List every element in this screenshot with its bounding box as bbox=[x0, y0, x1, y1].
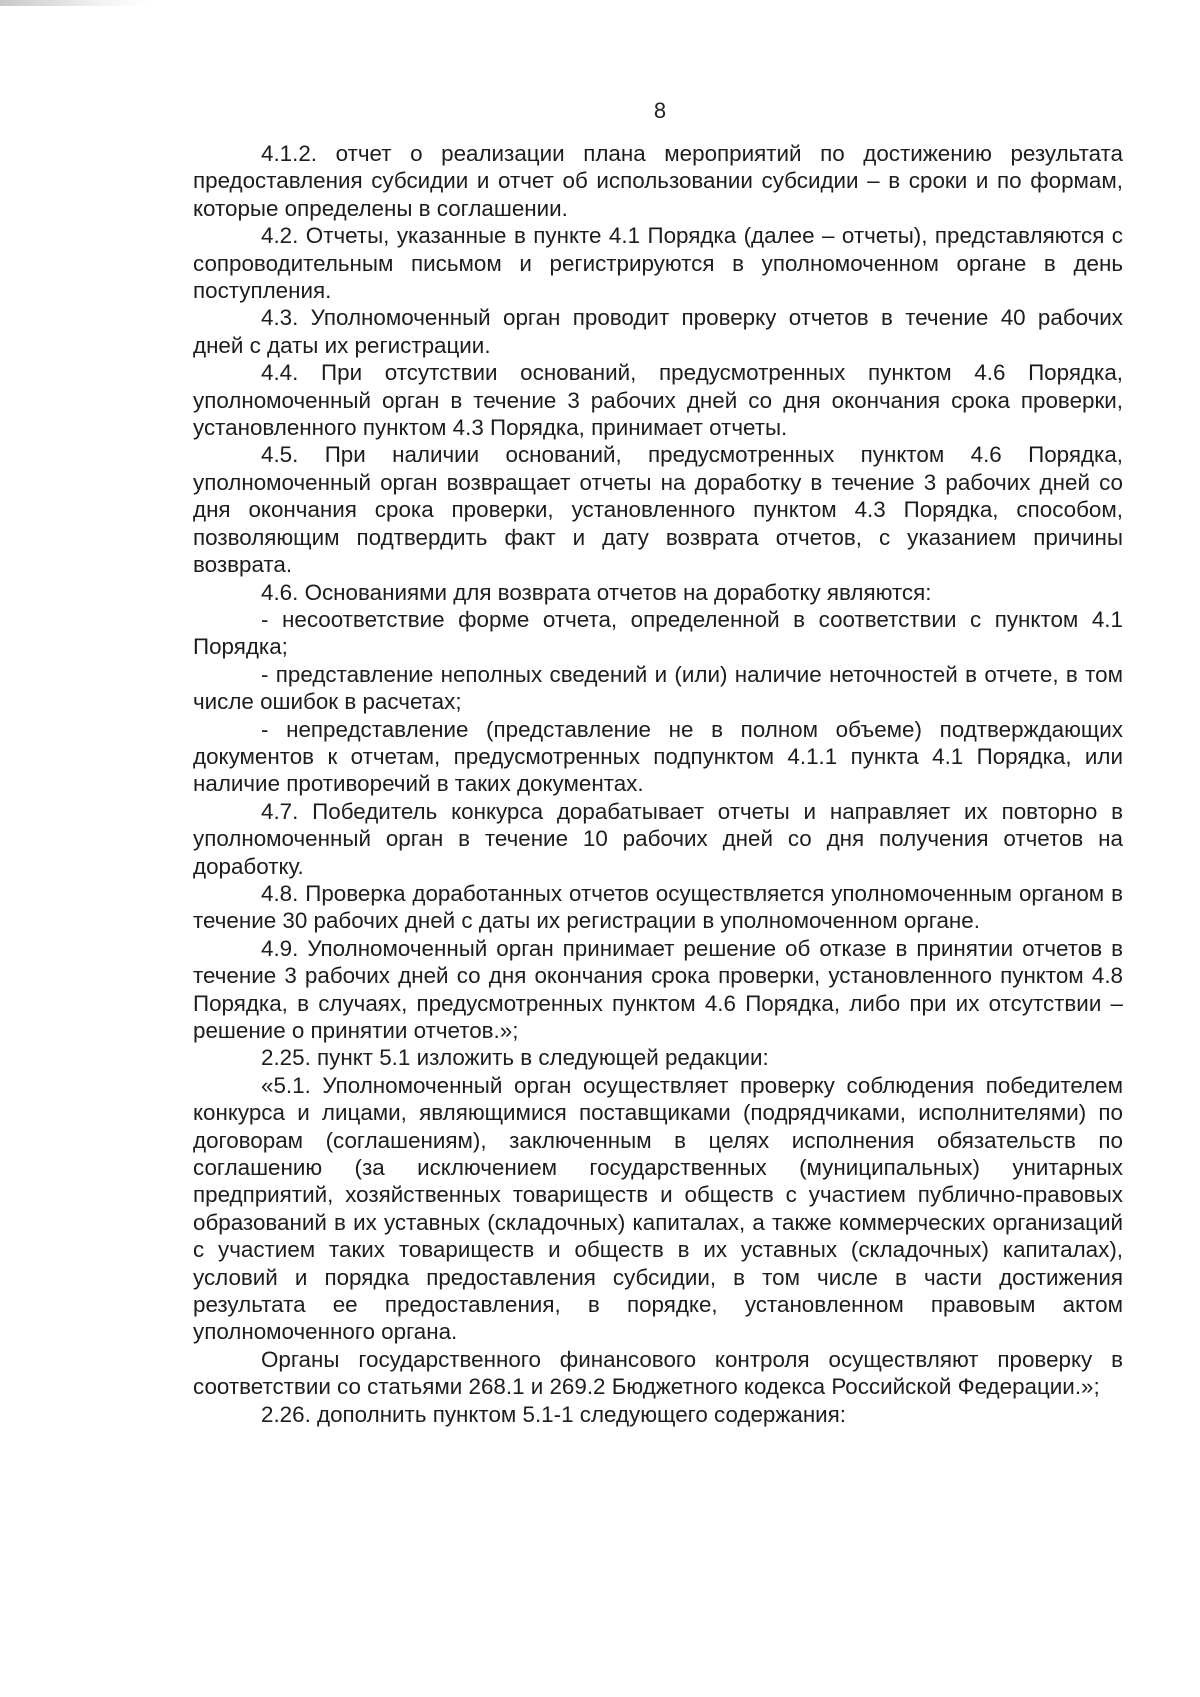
scan-edge-artifact bbox=[0, 0, 150, 6]
paragraph-4-7: 4.7. Победитель конкурса дорабатывает отчеты и направляет их повторно в уполномоченный орган в течение 10 рабочих дней со дня получения отчетов на доработку. bbox=[193, 798, 1123, 879]
list-item-mismatch: - несоответствие форме отчета, определенной в соответствии с пунктом 4.1 Порядка; bbox=[193, 606, 1123, 660]
paragraph-4-1-2: 4.1.2. отчет о реализации плана мероприятий по достижению результата предоставления субсидии и отчет об использовании субсидии – в сроки и по формам, которые определены в соглашении. bbox=[193, 141, 1123, 221]
page-number: 8 bbox=[653, 98, 667, 123]
list-item-missing-docs: - непредставление (представление не в полном объеме) подтверждающих документов к отчетам, предусмотренных подпунктом 4.1.1 пункта 4.1 Порядка, или наличие противоречий в таких документах. bbox=[193, 716, 1123, 797]
paragraph-5-1: «5.1. Уполномоченный орган осуществляет проверку соблюдения победителем конкурса и лицами, являющимися поставщиками (подрядчиками, исполнителями) по договорам (соглашениям), заключенным в целях исполнения обязательств по соглашению (за исключением государственных (муниципальных) унитарных предприятий, хозяйственных товариществ и обществ с участием публично-правовых образований в их уставных (складочных) капиталах, а также коммерческих организаций с участием таких товариществ и обществ в их уставных (складочных) капиталах), условий и порядка предоставления субсидии, в том числе в части достижения результата ее предоставления, в порядке, установленном правовым актом уполномоченного органа. bbox=[193, 1072, 1123, 1345]
paragraph-4-5: 4.5. При наличии оснований, предусмотренных пунктом 4.6 Порядка, уполномоченный орган возвращает отчеты на доработку в течение 3 рабочих дней со дня окончания срока проверки, установленного пунктом 4.3 Порядка, способом, позволяющим подтвердить факт и дату возврата отчетов, с указанием причины возврата. bbox=[193, 442, 1123, 578]
paragraph-2-26: 2.26. дополнить пунктом 5.1-1 следующего содержания: bbox=[261, 1401, 847, 1427]
paragraph-2-25: 2.25. пункт 5.1 изложить в следующей редакции: bbox=[261, 1045, 769, 1071]
paragraph-4-6: 4.6. Основаниями для возврата отчетов на доработку являются: bbox=[261, 579, 932, 605]
paragraph-4-9: 4.9. Уполномоченный орган принимает решение об отказе в принятии отчетов в течение 3 рабочих дней со дня окончания срока проверки, установленного пунктом 4.8 Порядка, в случаях, предусмотренных пунктом 4.6 Порядка, либо при их отсутствии – решение о принятии отчетов.»; bbox=[193, 935, 1123, 1043]
document-body bbox=[193, 140, 1123, 1428]
paragraph-control-bodies: Органы государственного финансового контроля осуществляют проверку в соответствии со статьями 268.1 и 269.2 Бюджетного кодекса Российской Федерации.»; bbox=[193, 1346, 1123, 1400]
paragraph-4-4: 4.4. При отсутствии оснований, предусмотренных пунктом 4.6 Порядка, уполномоченный орган в течение 3 рабочих дней со дня окончания срока проверки, установленного пунктом 4.3 Порядка, принимает отчеты. bbox=[193, 360, 1123, 441]
paragraph-4-2: 4.2. Отчеты, указанные в пункте 4.1 Порядка (далее – отчеты), представляются с сопроводительным письмом и регистрируются в уполномоченном органе в день поступления. bbox=[193, 223, 1123, 304]
paragraph-4-3: 4.3. Уполномоченный орган проводит проверку отчетов в течение 40 рабочих дней с даты их регистрации. bbox=[193, 305, 1123, 358]
paragraph-4-8: 4.8. Проверка доработанных отчетов осуществляется уполномоченным органом в течение 30 рабочих дней с даты их регистрации в уполномоченном органе. bbox=[193, 880, 1123, 934]
list-item-incomplete: - представление неполных сведений и (или) наличие неточностей в отчете, в том числе ошибок в расчетах; bbox=[193, 661, 1123, 715]
